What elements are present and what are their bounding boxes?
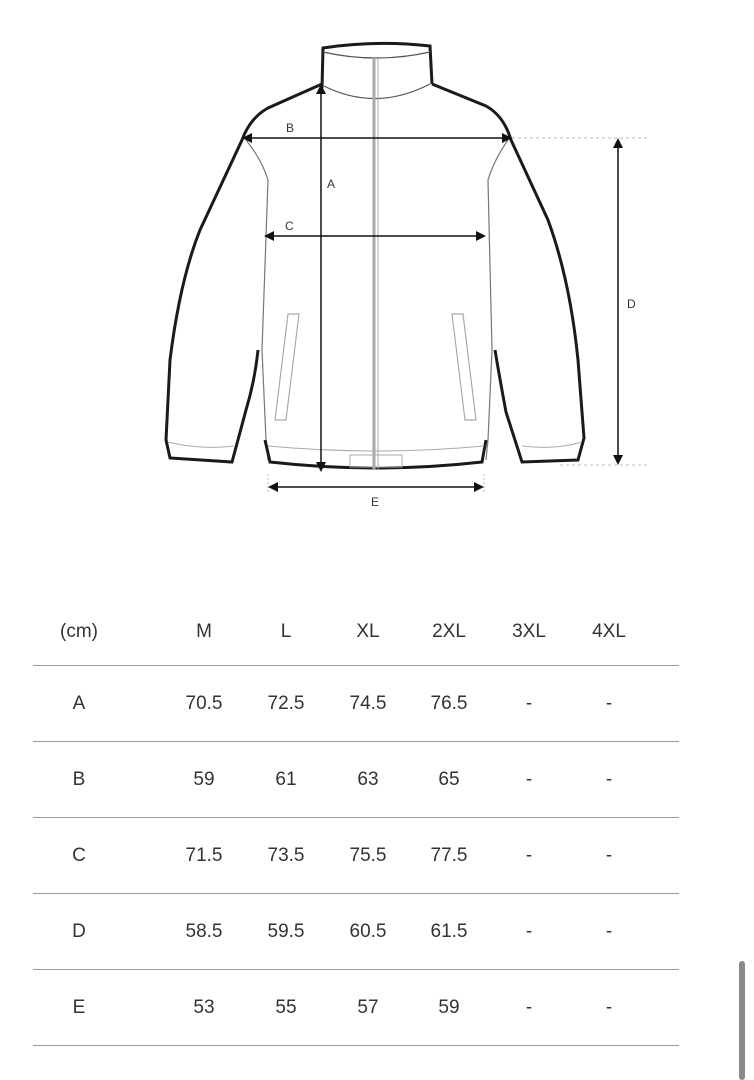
row-label: A xyxy=(72,692,86,714)
label-a: A xyxy=(327,177,336,191)
table-cell: 57 xyxy=(357,996,379,1018)
table-cell: 77.5 xyxy=(430,844,468,866)
table-row xyxy=(33,894,679,970)
label-b: B xyxy=(286,121,295,135)
table-cell: - xyxy=(525,768,533,790)
table-row xyxy=(33,742,679,818)
table-cell: - xyxy=(605,920,613,942)
row-label: D xyxy=(72,920,86,942)
size-chart-table xyxy=(33,598,679,1046)
table-cell: 58.5 xyxy=(185,920,223,942)
row-label: C xyxy=(72,844,86,866)
table-cell: 63 xyxy=(357,768,379,790)
size-header-l: L xyxy=(280,620,292,642)
table-cell: 59 xyxy=(193,768,215,790)
table-cell: 65 xyxy=(438,768,460,790)
table-cell: - xyxy=(605,844,613,866)
size-header-2xl: 2XL xyxy=(432,620,466,642)
table-cell: 60.5 xyxy=(349,920,387,942)
table-cell: 53 xyxy=(193,996,215,1018)
table-row xyxy=(33,666,679,742)
table-cell: 61 xyxy=(275,768,297,790)
table-cell: 76.5 xyxy=(430,692,468,714)
table-header-row xyxy=(33,598,679,666)
table-cell: - xyxy=(605,692,613,714)
table-cell: - xyxy=(525,996,533,1018)
table-cell: - xyxy=(525,920,533,942)
table-cell: 59 xyxy=(438,996,460,1018)
table-cell: - xyxy=(525,692,533,714)
table-cell: - xyxy=(605,996,613,1018)
row-label: B xyxy=(72,768,86,790)
table-cell: 55 xyxy=(275,996,297,1018)
scrollbar-thumb[interactable] xyxy=(739,961,745,1080)
size-header-3xl: 3XL xyxy=(512,620,546,642)
table-cell: 59.5 xyxy=(267,920,305,942)
table-row xyxy=(33,818,679,894)
table-cell: - xyxy=(605,768,613,790)
unit-label: (cm) xyxy=(60,620,98,642)
table-cell: 74.5 xyxy=(349,692,387,714)
size-header-4xl: 4XL xyxy=(592,620,626,642)
table-cell: 70.5 xyxy=(185,692,223,714)
label-d: D xyxy=(627,297,636,311)
table-row xyxy=(33,970,679,1046)
table-cell: 72.5 xyxy=(267,692,305,714)
table-cell: 75.5 xyxy=(349,844,387,866)
table-cell: 73.5 xyxy=(267,844,305,866)
row-label: E xyxy=(72,996,86,1018)
table-cell: 71.5 xyxy=(185,844,223,866)
label-c: C xyxy=(285,219,294,233)
label-e: E xyxy=(371,495,380,509)
table-cell: 61.5 xyxy=(430,920,468,942)
size-header-xl: XL xyxy=(356,620,380,642)
size-header-m: M xyxy=(196,620,212,642)
table-cell: - xyxy=(525,844,533,866)
